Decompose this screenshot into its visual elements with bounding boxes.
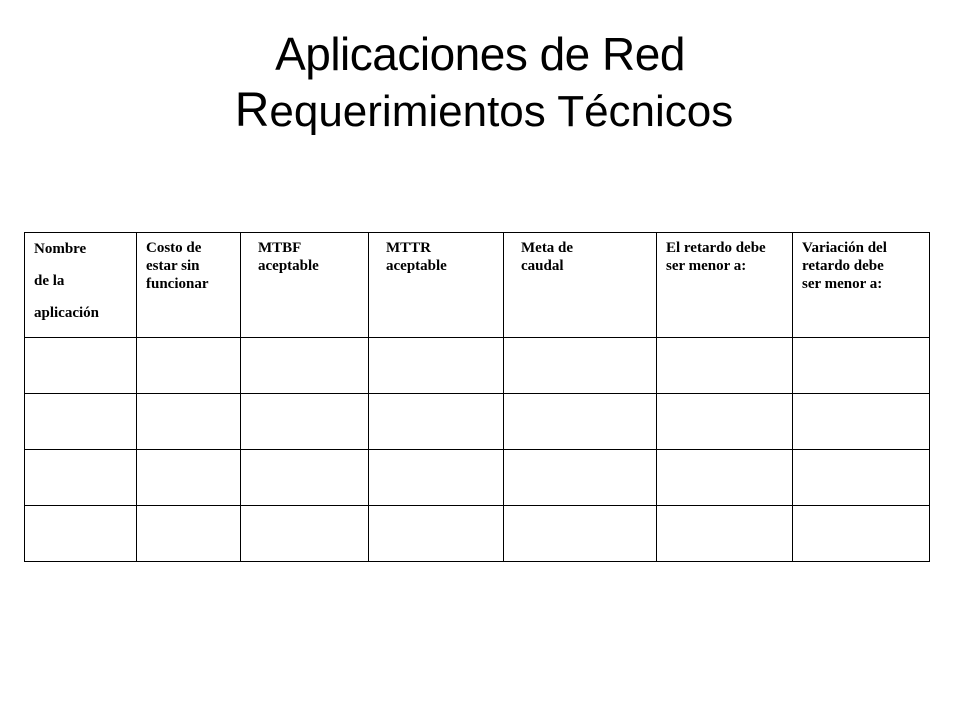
- title-line-2: [8, 82, 960, 141]
- table-cell[interactable]: [137, 338, 241, 394]
- header-max-delay-variation: Variación del retardo debe ser menor a:: [802, 240, 887, 292]
- table-cell[interactable]: [369, 338, 504, 394]
- requirements-table: [24, 232, 930, 562]
- table-cell[interactable]: [657, 394, 793, 450]
- header-cell: [369, 233, 504, 338]
- table-cell[interactable]: [137, 394, 241, 450]
- header-cell: [504, 233, 657, 338]
- table-cell[interactable]: [504, 338, 657, 394]
- table-cell[interactable]: [241, 450, 369, 506]
- table-cell[interactable]: [25, 450, 137, 506]
- header-throughput-goal: Meta de caudal: [521, 240, 574, 274]
- header-cell: [793, 233, 930, 338]
- title-line-1: Aplicaciones de Red: [275, 28, 685, 80]
- table-cell[interactable]: [657, 506, 793, 562]
- table-cell[interactable]: [369, 394, 504, 450]
- table-cell[interactable]: [504, 506, 657, 562]
- table-cell[interactable]: [241, 394, 369, 450]
- table-cell[interactable]: [25, 506, 137, 562]
- title-line-2-initial: R: [234, 84, 270, 138]
- slide-title: [0, 26, 960, 141]
- table-cell[interactable]: [504, 394, 657, 450]
- table-cell[interactable]: [137, 506, 241, 562]
- header-app-name: Nombre de la aplicación: [34, 241, 100, 321]
- table-cell[interactable]: [793, 338, 930, 394]
- table-cell[interactable]: [657, 338, 793, 394]
- table-cell[interactable]: [793, 450, 930, 506]
- header-cell: [137, 233, 241, 338]
- table-cell[interactable]: [793, 506, 930, 562]
- table-cell[interactable]: [25, 338, 137, 394]
- header-cell: [657, 233, 793, 338]
- table-cell[interactable]: [241, 506, 369, 562]
- table-cell[interactable]: [137, 450, 241, 506]
- table-row: [25, 450, 930, 506]
- table-cell[interactable]: [657, 450, 793, 506]
- table-row: [25, 338, 930, 394]
- table-cell[interactable]: [241, 338, 369, 394]
- table-row: [25, 506, 930, 562]
- header-mttr: MTTR aceptable: [386, 240, 447, 274]
- table-cell[interactable]: [793, 394, 930, 450]
- table-cell[interactable]: [25, 394, 137, 450]
- header-cell: [241, 233, 369, 338]
- header-cell: [25, 233, 137, 338]
- table-cell[interactable]: [369, 506, 504, 562]
- table-cell[interactable]: [369, 450, 504, 506]
- table-cell[interactable]: [504, 450, 657, 506]
- header-mtbf: MTBF aceptable: [258, 240, 319, 274]
- table-header-row: [25, 233, 930, 338]
- table-row: [25, 394, 930, 450]
- header-max-delay: El retardo debe ser menor a:: [666, 240, 766, 274]
- title-line-2-rest: equerimientos Técnicos: [269, 87, 734, 137]
- header-downtime-cost: Costo de estar sin funcionar: [146, 240, 209, 292]
